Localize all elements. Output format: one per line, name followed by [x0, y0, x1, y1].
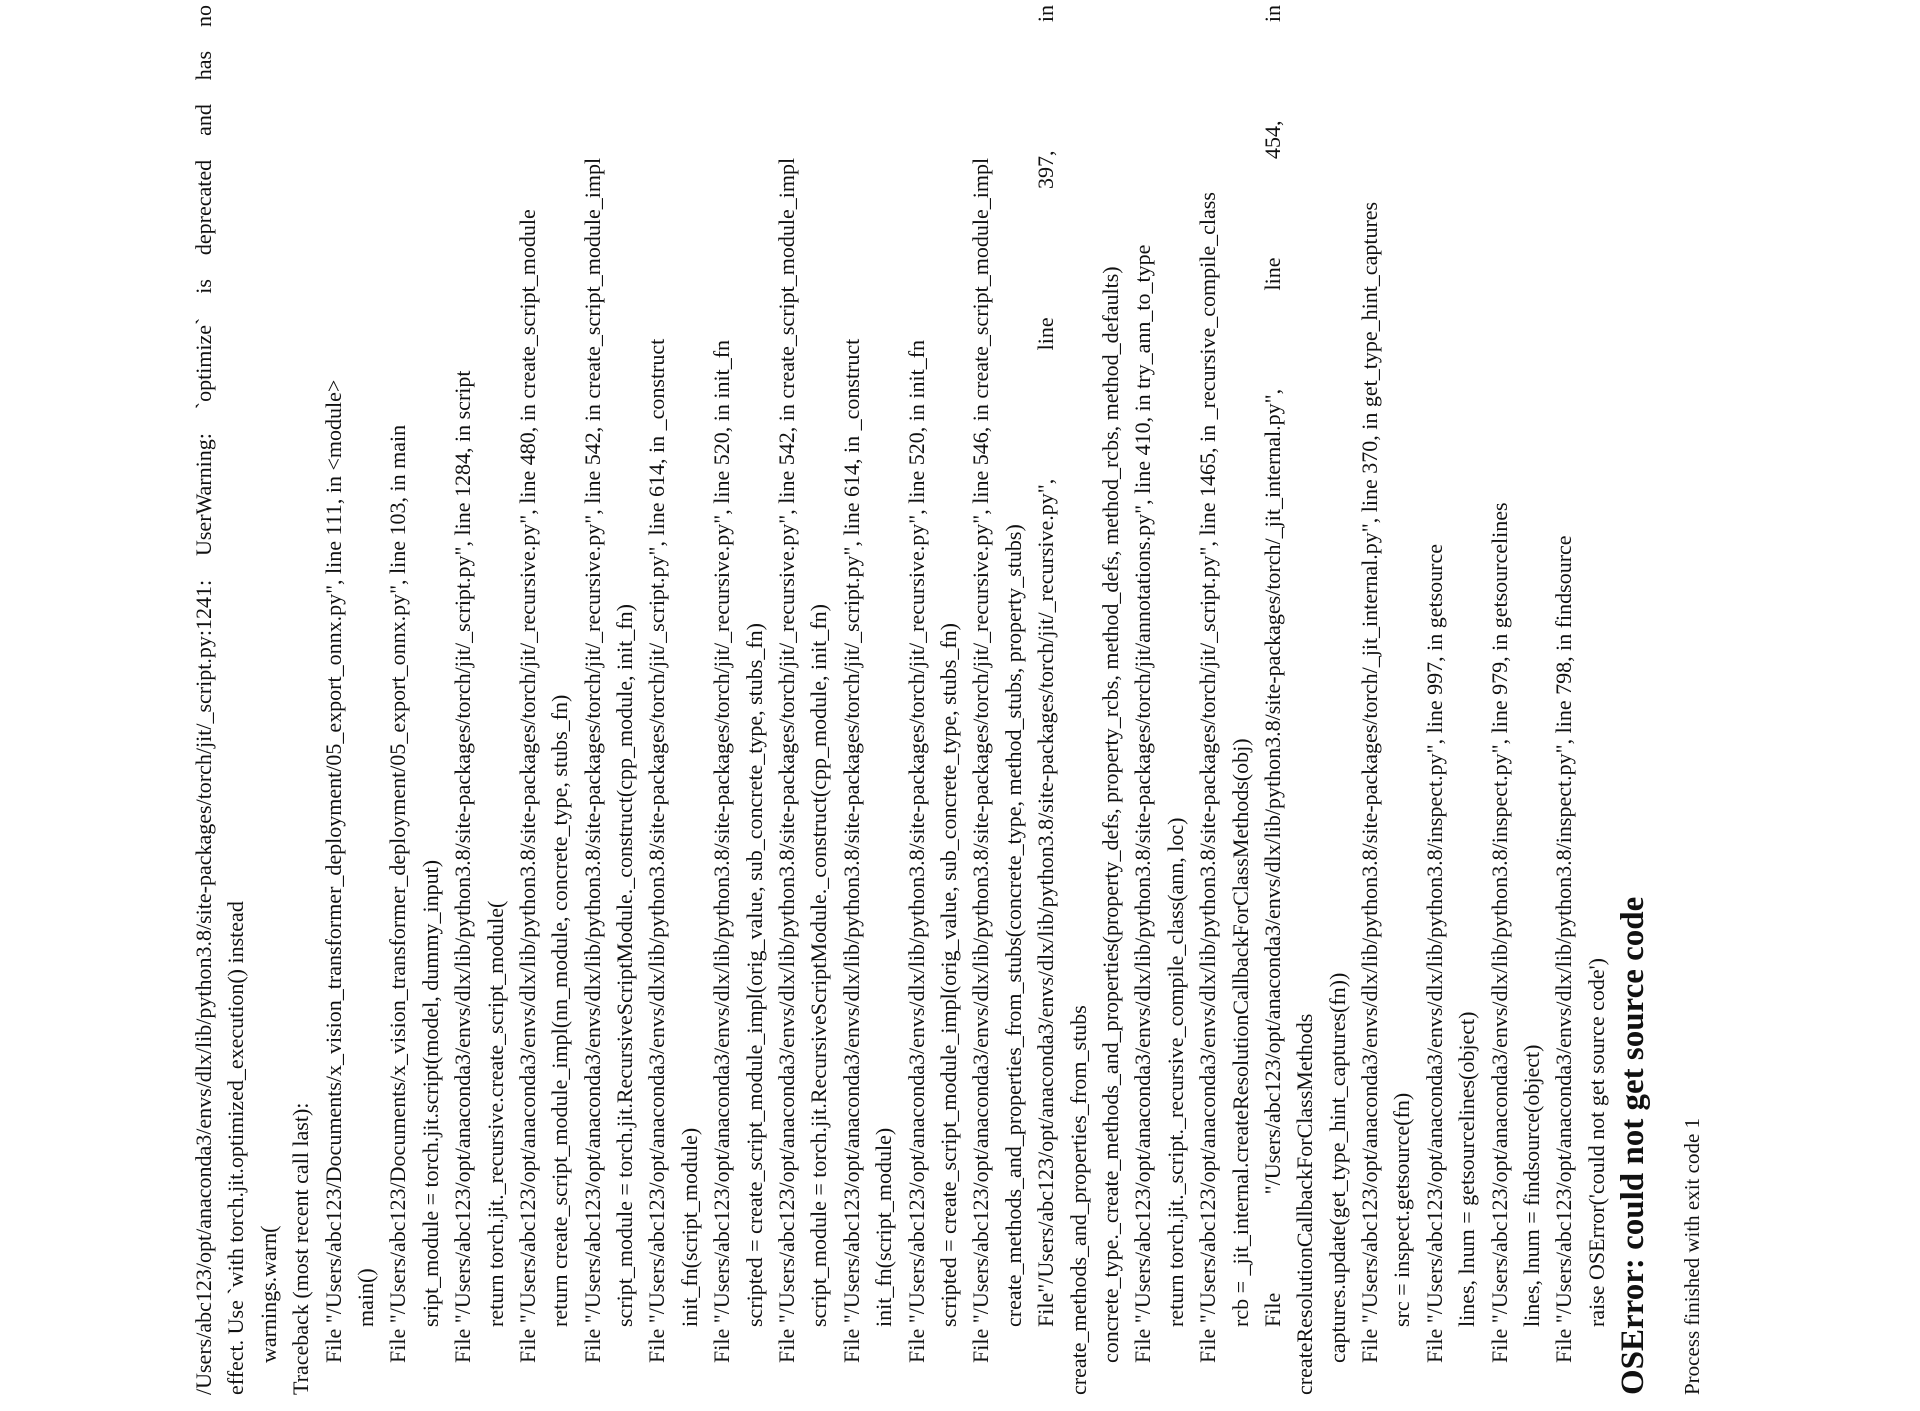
- frame-code-line: init_fn(script_module): [676, 1127, 702, 1327]
- exit-status: Process finished with exit code 1: [1680, 1117, 1705, 1395]
- frame-file-line: File "/Users/abc123/opt/anaconda3/envs/dlx/lib/python3.8/site-packages/torch/jit/_recursive.py", line 546, in create_script_module_impl: [968, 157, 994, 1363]
- frame-code-line: return torch.jit._script._recursive_compile_class(ann, loc): [1162, 817, 1188, 1327]
- frame-file-line: File "/Users/abc123/opt/anaconda3/envs/dlx/lib/python3.8/site-packages/torch/_jit_internal.py", line 454, in: [1259, 5, 1285, 1327]
- frame-file-line: File"/Users/abc123/opt/anaconda3/envs/dlx/lib/python3.8/site-packages/torch/jit/_recursive.py", line 397, in: [1033, 5, 1059, 1327]
- frame-code-line: return create_script_module_impl(nn_module, concrete_type, stubs_fn): [547, 694, 573, 1327]
- frame-file-line: File "/Users/abc123/Documents/x_vision_transformer_deployment/05_export_onnx.py", line 103, in main: [385, 424, 411, 1363]
- traceback-header: Traceback (most recent call last):: [288, 1102, 314, 1395]
- warning-line: /Users/abc123/opt/anaconda3/envs/dlx/lib/python3.8/site-packages/torch/jit/_script.py:1241: UserWarning: `optimize` is deprecated and has no: [191, 5, 216, 1395]
- blank-line: [1653, 5, 1677, 1395]
- frame-code-line: main(): [352, 1268, 378, 1327]
- frame-file-line: File "/Users/abc123/opt/anaconda3/envs/dlx/lib/python3.8/site-packages/torch/jit/_script.py", line 1284, in script: [450, 370, 476, 1363]
- frame-code-line: lines, lnum = findsource(object): [1519, 1044, 1545, 1327]
- frame-code-line: lines, lnum = getsourcelines(object): [1454, 1011, 1480, 1327]
- frame-code-line: script_module = torch.jit.RecursiveScriptModule._construct(cpp_module, init_fn): [806, 604, 832, 1327]
- frame-file-line: File "/Users/abc123/opt/anaconda3/envs/dlx/lib/python3.8/site-packages/torch/jit/_script.py", line 614, in _construct: [838, 338, 864, 1363]
- console-output: [188, 5, 1707, 1395]
- frame-code-line: src = inspect.getsource(fn): [1389, 1092, 1415, 1327]
- frame-code-line: scripted = create_script_module_impl(orig_value, sub_concrete_type, stubs_fn): [741, 623, 767, 1327]
- frame-file-line: File "/Users/abc123/opt/anaconda3/envs/dlx/lib/python3.8/inspect.py", line 798, in findsource: [1551, 535, 1577, 1363]
- error-message: OSError: could not get source code: [1615, 896, 1652, 1395]
- frame-code-line: scripted = create_script_module_impl(orig_value, sub_concrete_type, stubs_fn): [935, 623, 961, 1327]
- frame-file-line: File "/Users/abc123/opt/anaconda3/envs/dlx/lib/python3.8/inspect.py", line 979, in getsourcelines: [1486, 502, 1512, 1363]
- frame-file-line: File "/Users/abc123/opt/anaconda3/envs/dlx/lib/python3.8/site-packages/torch/jit/_recursive.py", line 480, in create_script_module: [514, 209, 540, 1363]
- frame-func-line: createResolutionCallbackForClassMethods: [1292, 1013, 1318, 1395]
- frame-file-line: File "/Users/abc123/opt/anaconda3/envs/dlx/lib/python3.8/site-packages/torch/jit/_recursive.py", line 542, in create_script_module_impl: [774, 157, 800, 1363]
- frame-func-line: create_methods_and_properties_from_stubs: [1065, 1005, 1091, 1395]
- frame-file-line: File "/Users/abc123/opt/anaconda3/envs/dlx/lib/python3.8/site-packages/torch/jit/_recursive.py", line 542, in create_script_module_impl: [579, 157, 605, 1363]
- frame-file-line: File "/Users/abc123/opt/anaconda3/envs/dlx/lib/python3.8/site-packages/torch/_jit_internal.py", line 370, in get_type_hint_captures: [1357, 201, 1383, 1363]
- frame-code-line: rcb = _jit_internal.createResolutionCallbackForClassMethods(obj): [1227, 738, 1253, 1327]
- frame-code-line: sript_module = torch.jit.script(model, dummy_input): [417, 859, 443, 1327]
- frame-code-line: script_module = torch.jit.RecursiveScriptModule._construct(cpp_module, init_fn): [612, 604, 638, 1327]
- frame-file-line: File "/Users/abc123/opt/anaconda3/envs/dlx/lib/python3.8/site-packages/torch/jit/_recursive.py", line 520, in init_fn: [709, 339, 735, 1363]
- warning-line: effect. Use `with torch.jit.optimized_execution() instead: [223, 901, 249, 1395]
- frame-file-line: File "/Users/abc123/Documents/x_vision_transformer_deployment/05_export_onnx.py", line 111, in <module>: [320, 379, 346, 1363]
- frame-code-line: raise OSError('could not get source code'): [1583, 958, 1609, 1327]
- frame-file-line: File "/Users/abc123/opt/anaconda3/envs/dlx/lib/python3.8/site-packages/torch/jit/_script.py", line 614, in _construct: [644, 338, 670, 1363]
- frame-file-line: File "/Users/abc123/opt/anaconda3/envs/dlx/lib/python3.8/site-packages/torch/jit/_script.py", line 1465, in _recursive_compile_class: [1195, 192, 1221, 1363]
- frame-file-line: File "/Users/abc123/opt/anaconda3/envs/dlx/lib/python3.8/inspect.py", line 997, in getsource: [1421, 544, 1447, 1363]
- frame-code-line: return torch.jit._recursive.create_script_module(: [482, 900, 508, 1327]
- frame-file-line: File "/Users/abc123/opt/anaconda3/envs/dlx/lib/python3.8/site-packages/torch/jit/_recursive.py", line 520, in init_fn: [903, 339, 929, 1363]
- frame-file-line: File "/Users/abc123/opt/anaconda3/envs/dlx/lib/python3.8/site-packages/torch/jit/annotations.py", line 410, in try_ann_to_type: [1130, 244, 1156, 1363]
- frame-code-line: init_fn(script_module): [871, 1127, 897, 1327]
- warning-call: warnings.warn(: [255, 1225, 281, 1363]
- frame-code-line: captures.update(get_type_hint_captures(fn)): [1324, 972, 1350, 1363]
- frame-code-line: concrete_type._create_methods_and_properties(property_defs, property_rcbs, method_defs, method_rcbs, method_defaults): [1097, 266, 1123, 1363]
- frame-code-line: create_methods_and_properties_from_stubs(concrete_type, method_stubs, property_stubs): [1000, 524, 1026, 1327]
